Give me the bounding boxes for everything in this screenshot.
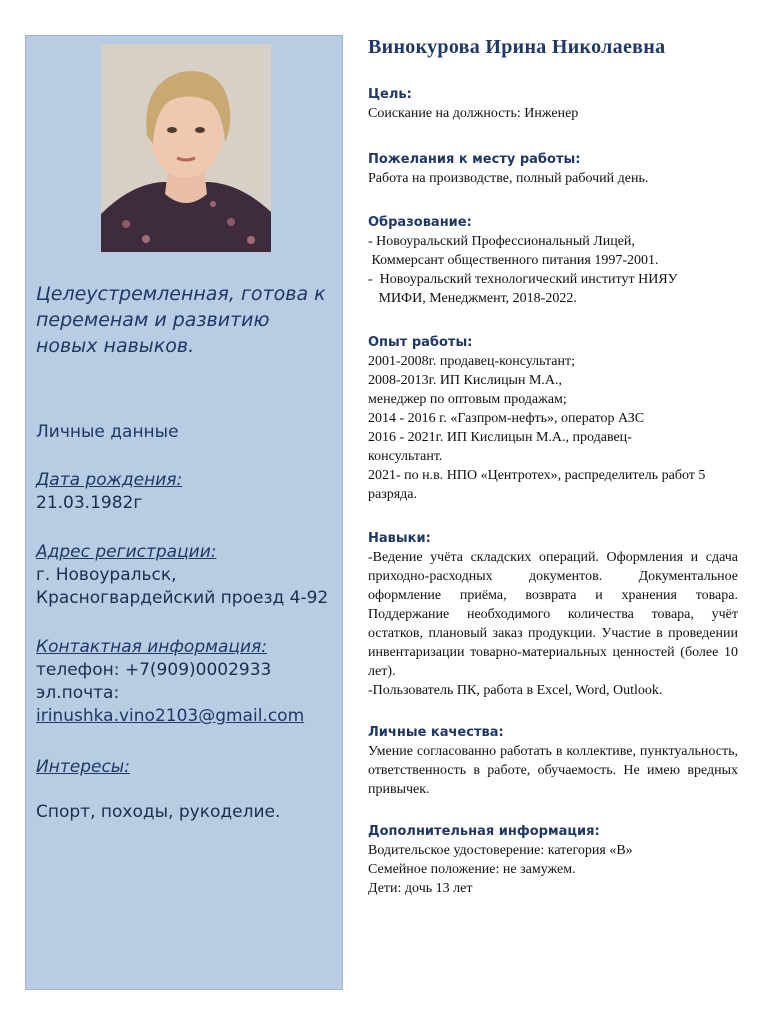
- main-content: [368, 35, 738, 898]
- birth-block: [36, 469, 336, 515]
- address-block: [36, 541, 336, 610]
- education-item: - Новоуральский Профессиональный Лицей,: [368, 234, 635, 249]
- candidate-name: Винокурова Ирина Николаевна: [368, 36, 666, 58]
- additional-item: Дети: дочь 13 лет: [368, 881, 473, 896]
- wishes-text: Работа на производстве, полный рабочий день.: [368, 171, 649, 186]
- goal-title: Цель:: [368, 87, 412, 102]
- contact-label: Контактная информация:: [36, 637, 267, 657]
- birth-value: 21.03.1982г: [36, 493, 143, 513]
- experience-item: 2001-2008г. продавец-консультант;: [368, 354, 575, 369]
- address-line1: г. Новоуральск,: [36, 565, 177, 585]
- profile-photo: [101, 44, 271, 252]
- personal-data-block: [36, 421, 336, 444]
- email-link[interactable]: irinushka.vino2103@gmail.com: [36, 706, 305, 726]
- skills-item: -Пользователь ПК, работа в Excel, Word, Outlook.: [368, 683, 663, 698]
- birth-label: Дата рождения:: [36, 470, 183, 490]
- portrait-image: [101, 44, 271, 252]
- personal-data-heading: Личные данные: [36, 422, 179, 442]
- skills-item: -Ведение учёта складских операций. Оформления и сдача приходно-расходных документов. Документальное оформление приёма, возврата и хранения товара. Поддержание необходимого количества товара, учёт остатков, плановый заказ продукции. Участие в проведении инвентаризации товарно-материальных ценностей (более 10 лет).: [368, 550, 738, 679]
- qualities-text: Умение согласованно работать в коллективе, пунктуальность, ответственность в работе, обучаемость. Не имею вредных привычек.: [368, 744, 738, 797]
- additional-title: Дополнительная информация:: [368, 824, 600, 839]
- additional-item: Водительское удостоверение: категория «В»: [368, 843, 633, 858]
- interests-block: [36, 756, 336, 824]
- goal-text: Соискание на должность: Инженер: [368, 106, 579, 121]
- experience-title: Опыт работы:: [368, 335, 473, 350]
- phone-value: телефон: +7(909)0002933: [36, 660, 272, 680]
- experience-item: менеджер по оптовым продажам;: [368, 392, 567, 407]
- additional-item: Семейное положение: не замужем.: [368, 862, 576, 877]
- experience-item: 2021- по н.в. НПО «Центротех», распределитель работ 5 разряда.: [368, 468, 706, 502]
- interests-value: Спорт, походы, рукоделие.: [36, 802, 281, 822]
- interests-label: Интересы:: [36, 757, 130, 777]
- contact-block: [36, 636, 336, 728]
- education-item: МИФИ, Менеджмент, 2018-2022.: [368, 291, 577, 306]
- wishes-title: Пожелания к месту работы:: [368, 152, 581, 167]
- address-label: Адрес регистрации:: [36, 542, 217, 562]
- experience-item: 2014 - 2016 г. «Газпром-нефть», оператор АЗС: [368, 411, 645, 426]
- experience-item: 2008-2013г. ИП Кислицын М.А.,: [368, 373, 563, 388]
- education-title: Образование:: [368, 215, 472, 230]
- motto: Целеустремленная, готова к переменам и развитию новых навыков.: [36, 283, 326, 357]
- experience-item: 2016 - 2021г. ИП Кислицын М.А., продавец-консультант.: [368, 430, 632, 464]
- email-label: эл.почта:: [36, 683, 120, 703]
- sidebar: [25, 35, 343, 990]
- address-line2: Красногвардейский проезд 4-92: [36, 588, 329, 608]
- skills-title: Навыки:: [368, 531, 431, 546]
- education-item: - Новоуральский технологический институт НИЯУ: [368, 272, 678, 287]
- education-item: Коммерсант общественного питания 1997-2001.: [368, 253, 659, 268]
- qualities-title: Личные качества:: [368, 725, 504, 740]
